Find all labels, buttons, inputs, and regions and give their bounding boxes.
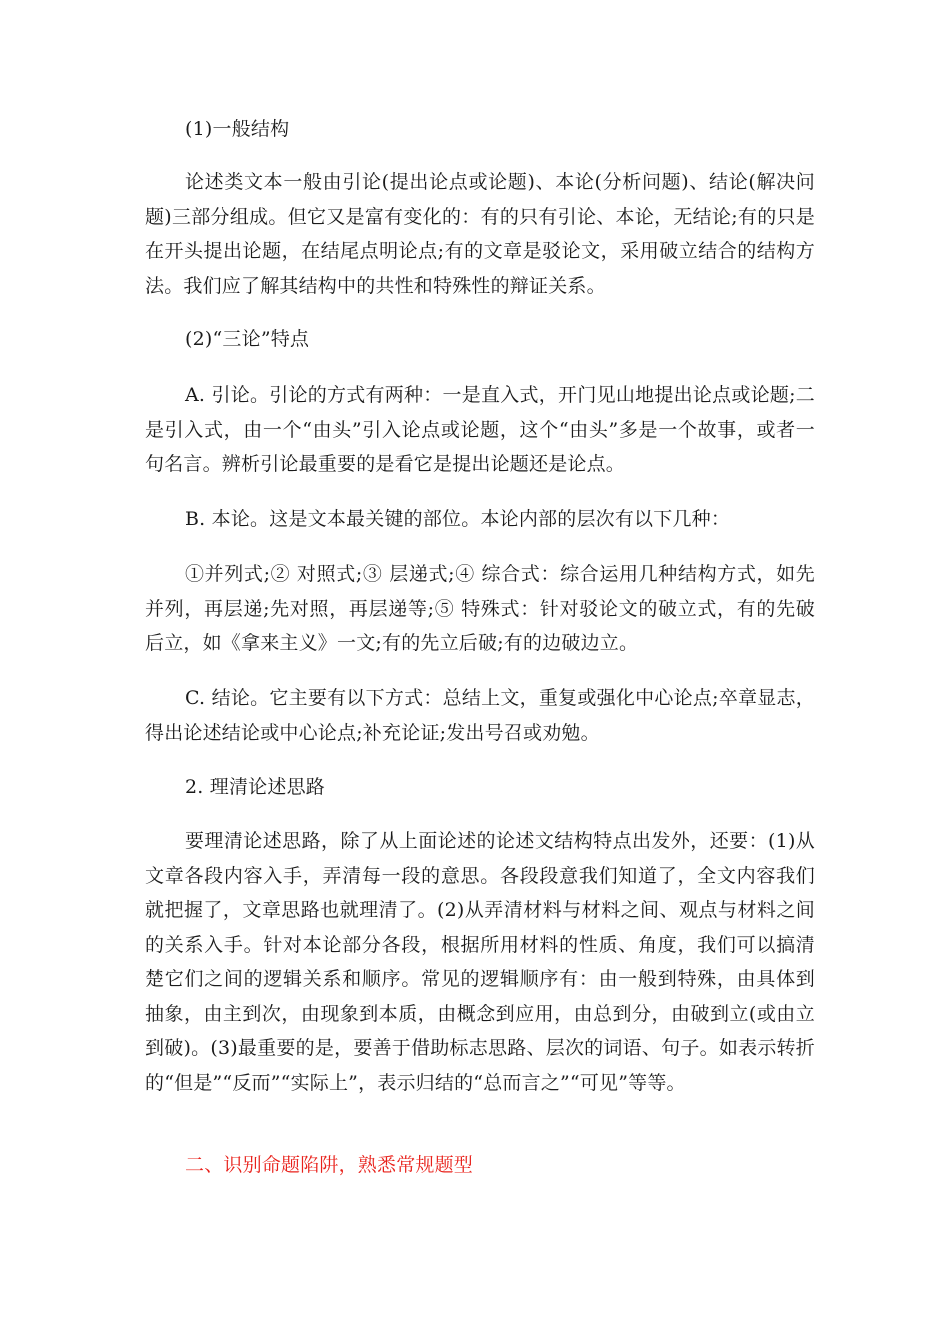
subheading-general-structure: (1)一般结构	[185, 118, 290, 140]
paragraph-introduction: A. 引论。引论的方式有两种：一是直入式，开门见山地提出论点或论题;二是引入式，由一个“由头”引入论点或论题，这个“由头”多是一个故事，或者一句名言。辨析引论最重要的是看它是提出论题还是论点。	[145, 384, 815, 475]
paragraph-structure-overview: 论述类文本一般由引论(提出论点或论题)、本论(分析问题)、结论(解决问题)三部分组成。但它又是富有变化的：有的只有引论、本论，无结论;有的只是在开头提出论题，在结尾点明论点;有的文章是驳论文，采用破立结合的结构方法。我们应了解其结构中的共性和特殊性的辩证关系。	[145, 171, 815, 297]
section-heading-red: 二、识别命题陷阱，熟悉常规题型	[185, 1154, 474, 1176]
subheading-argument-logic: 2. 理清论述思路	[185, 776, 325, 798]
paragraph-argument-logic: 要理清论述思路，除了从上面论述的论述文结构特点出发外，还要：(1)从文章各段内容入手，弄清每一段的意思。各段段意我们知道了，全文内容我们就把握了，文章思路也就理清了。(2)从弄清材料与材料之间、观点与材料之间的关系入手。针对本论部分各段，根据所用材料的性质、角度，我们可以搞清楚它们之间的逻辑关系和顺序。常见的逻辑顺序有：由一般到特殊，由具体到抽象，由主到次，由现象到本质，由概念到应用，由总到分，由破到立(或由立到破)。(3)最重要的是，要善于借助标志思路、层次的词语、句子。如表示转折的“但是”“反而”“实际上”，表示归结的“总而言之”“可见”等等。	[145, 830, 815, 1094]
paragraph-conclusion: C. 结论。它主要有以下方式：总结上文，重复或强化中心论点;卒章显志，得出论述结论或中心论点;补充论证;发出号召或劝勉。	[145, 687, 815, 744]
paragraph-body-part: B. 本论。这是文本最关键的部位。本论内部的层次有以下几种：	[185, 508, 731, 530]
subheading-three-parts: (2)“三论”特点	[185, 328, 310, 350]
paragraph-body-types: ①并列式;② 对照式;③ 层递式;④ 综合式：综合运用几种结构方式，如先并列，再层递;先对照，再层递等;⑤ 特殊式：针对驳论文的破立式，有的先破后立，如《拿来主义》一文;有的先立后破;有的边破边立。	[145, 563, 815, 654]
